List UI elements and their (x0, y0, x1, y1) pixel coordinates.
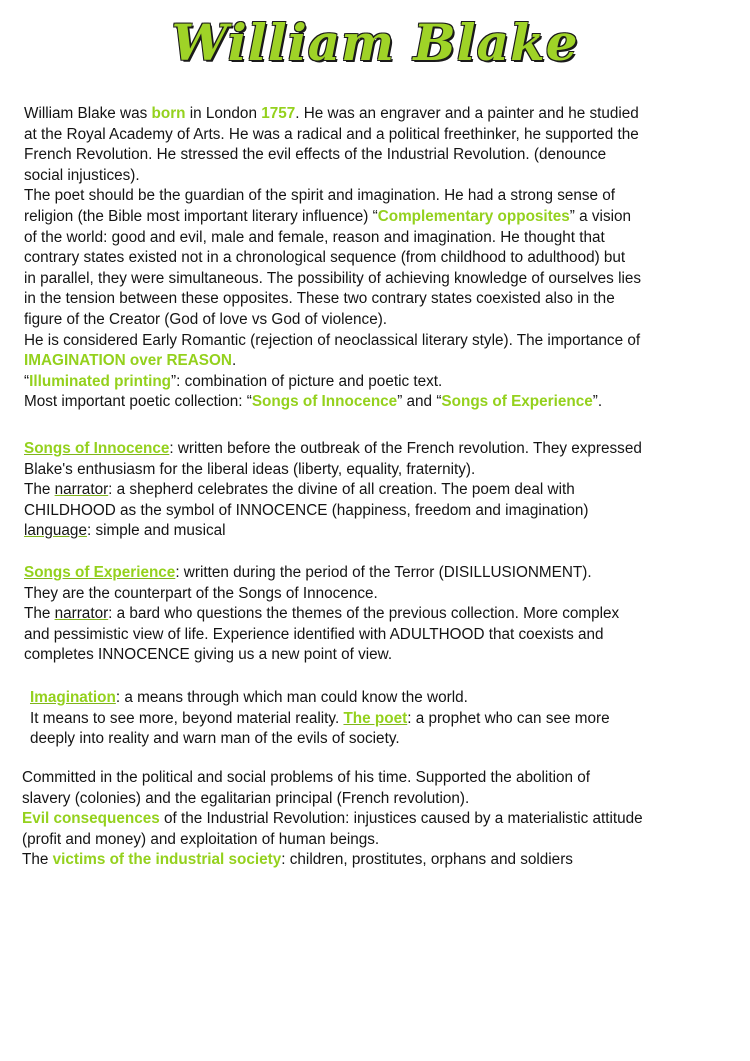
intro-line: of the world: good and evil, male and female, reason and imagination. He thought that (24, 228, 605, 246)
intro-line: The poet should be the guardian of the spirit and imagination. He had a strong sense of (24, 187, 616, 205)
section-line: completes INNOCENCE giving us a new point of view. (24, 646, 393, 664)
intro-text: in London (185, 105, 262, 122)
experience-section (24, 563, 619, 666)
section-line: (profit and money) and exploitation of human beings. (22, 830, 380, 848)
intro-text: ” and “ (397, 393, 442, 411)
intro-line: at the Royal Academy of Arts. He was a radical and a political freethinker, he supported the (24, 125, 639, 143)
intro-line: social injustices). (24, 166, 140, 184)
intro-line: figure of the Creator (God of love vs God of violence). (24, 310, 388, 328)
highlight-illuminated-printing: Illuminated printing (29, 372, 172, 390)
intro-text: Most important poetic collection: “ (24, 393, 252, 411)
section-text: : a prophet who can see more (407, 709, 610, 727)
highlight-born: born (151, 105, 186, 122)
intro-text: William Blake was (24, 105, 152, 122)
intro-text: . (231, 352, 237, 370)
intro-line: contrary states existed not in a chronological sequence (from childhood to adulthood) but (24, 249, 626, 267)
section-text: The (24, 481, 55, 499)
intro-text: ” a vision (569, 207, 632, 225)
highlight-the-poet: The poet (343, 709, 408, 727)
highlight-victims: victims of the industrial society (52, 851, 282, 869)
section-heading-experience: Songs of Experience (24, 564, 176, 581)
narrator-label: narrator (54, 481, 109, 499)
intro-text: religion (the Bible most important literary influence) “ (24, 207, 378, 225)
innocence-section (24, 439, 642, 542)
section-text: : a bard who questions the themes of the previous collection. More complex (108, 605, 620, 623)
language-label: language (24, 522, 87, 540)
intro-line: French Revolution. He stressed the evil effects of the Industrial Revolution. (denounce (24, 146, 607, 164)
intro-line: in parallel, they were simultaneous. The possibility of achieving knowledge of ourselves lies (24, 269, 642, 287)
page-title: William Blake (171, 13, 579, 72)
section-line: and pessimistic view of life. Experience identified with ADULTHOOD that coexists and (24, 625, 604, 643)
section-text: : written before the outbreak of the French revolution. They expressed (169, 440, 642, 457)
intro-text: ”: combination of picture and poetic text. (171, 372, 443, 390)
section-line: CHILDHOOD as the symbol of INNOCENCE (happiness, freedom and imagination) (24, 501, 589, 519)
section-heading-imagination: Imagination (30, 689, 116, 706)
highlight-complementary-opposites: Complementary opposites (377, 207, 570, 225)
section-line: Committed in the political and social problems of his time. Supported the abolition of (22, 769, 590, 786)
highlight-songs-of-innocence: Songs of Innocence (251, 393, 398, 411)
highlight-evil-consequences: Evil consequences (22, 810, 160, 828)
section-line: deeply into reality and warn man of the evils of society. (30, 730, 400, 748)
section-heading-innocence: Songs of Innocence (24, 440, 170, 457)
section-text: The (24, 605, 55, 623)
intro-text: ”. (592, 393, 603, 411)
section-text: : a means through which man could know the world. (115, 689, 468, 706)
narrator-label: narrator (54, 605, 109, 623)
intro-line: in the tension between these opposites. These two contrary states coexisted also in the (24, 290, 615, 308)
section-text: : children, prostitutes, orphans and soldiers (281, 851, 573, 869)
highlight-imagination-over-reason: IMAGINATION over REASON (24, 352, 232, 370)
intro-line: He is considered Early Romantic (rejection of neoclassical literary style). The importance of (24, 331, 641, 349)
intro-section (24, 104, 641, 413)
section-line: Blake's enthusiasm for the liberal ideas (liberty, equality, fraternity). (24, 460, 476, 478)
section-text: : a shepherd celebrates the divine of all creation. The poem deal with (108, 481, 575, 499)
committed-section (22, 768, 643, 871)
section-line: slavery (colonies) and the egalitarian principal (French revolution). (22, 789, 470, 807)
highlight-songs-of-experience: Songs of Experience (441, 393, 593, 411)
section-text: The (22, 851, 53, 869)
highlight-year: 1757 (261, 105, 296, 122)
section-text: It means to see more, beyond material reality. (30, 709, 344, 727)
imagination-section (30, 688, 610, 750)
intro-text: . He was an engraver and a painter and he studied (295, 105, 639, 122)
section-line: They are the counterpart of the Songs of Innocence. (24, 584, 378, 602)
section-text: of the Industrial Revolution: injustices caused by a materialistic attitude (159, 810, 643, 828)
intro-text: “ (24, 372, 30, 390)
section-text: : written during the period of the Terror (DISILLUSIONMENT). (175, 564, 592, 581)
section-text: : simple and musical (86, 522, 226, 540)
